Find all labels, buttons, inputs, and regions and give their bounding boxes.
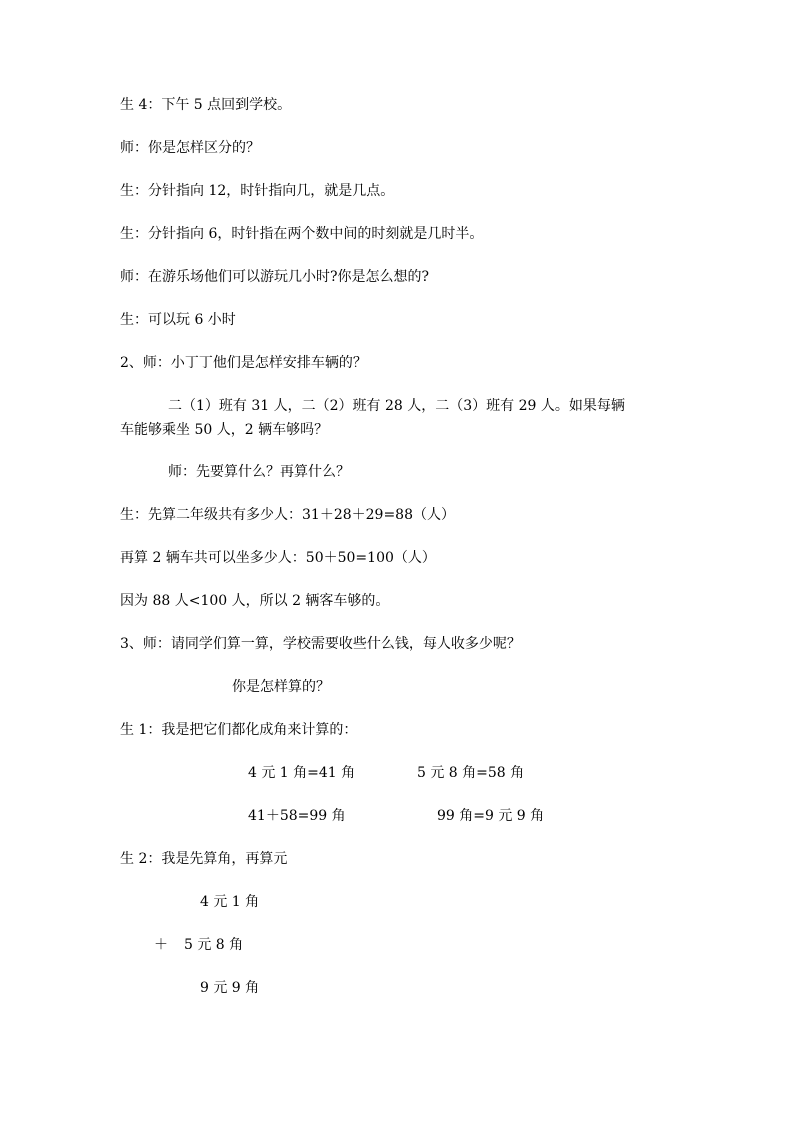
column-addition-row: 5 元 8 角	[184, 937, 244, 953]
text-line: 再算 2 辆车共可以坐多少人：50＋50=100（人）	[120, 550, 436, 566]
text-line: 生 2：我是先算角，再算元	[120, 851, 288, 867]
plus-sign: ＋	[154, 937, 168, 953]
equation: 41＋58=99 角	[248, 808, 346, 824]
equation: 5 元 8 角=58 角	[417, 765, 525, 781]
text-line: 车能够乘坐 50 人，2 辆车够吗？	[120, 422, 329, 438]
column-addition-result: 9 元 9 角	[200, 980, 260, 996]
equation: 4 元 1 角=41 角	[248, 765, 356, 781]
column-addition-row: 4 元 1 角	[200, 894, 260, 910]
text-line: 3、师：请同学们算一算，学校需要收些什么钱，每人收多少呢？	[120, 636, 521, 652]
text-line: 生：先算二年级共有多少人：31＋28＋29=88（人）	[120, 507, 455, 523]
text-line: 生：分针指向 12，时针指向几，就是几点。	[120, 183, 395, 199]
text-line: 师：在游乐场他们可以游玩几小时?你是怎么想的?	[120, 269, 430, 285]
text-line: 2、师：小丁丁他们是怎样安排车辆的？	[120, 355, 367, 371]
text-line: 生：分针指向 6，时针指在两个数中间的时刻就是几时半。	[120, 226, 484, 242]
text-line: 师：先要算什么？再算什么？	[168, 464, 350, 480]
text-line: 因为 88 人<100 人，所以 2 辆客车够的。	[120, 593, 390, 609]
text-line: 师：你是怎样区分的？	[120, 140, 260, 156]
text-line: 生 1：我是把它们都化成角来计算的：	[120, 722, 358, 738]
text-line: 生：可以玩 6 小时	[120, 312, 236, 328]
equation: 99 角=9 元 9 角	[437, 808, 545, 824]
text-line: 生 4：下午 5 点回到学校。	[120, 97, 292, 113]
text-line: 二（1）班有 31 人，二（2）班有 28 人，二（3）班有 29 人。如果每辆	[168, 398, 625, 414]
text-line: 你是怎样算的？	[232, 679, 330, 695]
